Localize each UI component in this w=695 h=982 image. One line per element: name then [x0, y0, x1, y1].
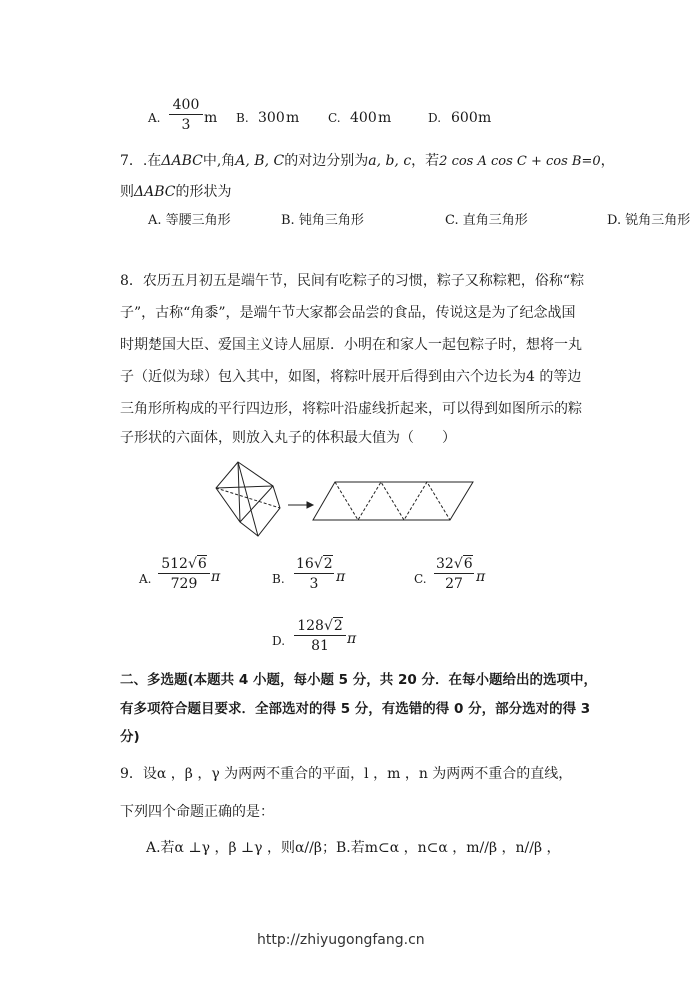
zongzi-figure — [210, 458, 475, 538]
q6-option-a-unit: m — [204, 110, 218, 126]
q7-text: 则 — [120, 184, 134, 200]
q6-option-b-unit: m — [286, 110, 300, 126]
hexahedron-figure — [216, 462, 280, 536]
q7-stem-line-2 — [120, 181, 231, 201]
q7-text: ，若 — [411, 153, 440, 169]
radicand: 6 — [463, 556, 473, 572]
q6-option-c-value: 400 — [350, 110, 377, 126]
pi-symbol: π — [336, 569, 346, 585]
q6-option-d-value: 600 — [451, 110, 478, 126]
q9-line-3: A.若α ⊥γ ，β ⊥γ ，则α//β；B.若m⊂α ，n⊂α ，m//β ，n//β ， — [146, 840, 561, 856]
coefficient: 32 — [436, 556, 454, 572]
q6-option-c-unit: m — [378, 110, 392, 126]
radicand: 2 — [323, 556, 333, 572]
pi-symbol: π — [347, 631, 357, 647]
q8-option-b-numerator: 16√2 — [296, 556, 333, 572]
coefficient: 16 — [296, 556, 314, 572]
q8-line-6: 子形状的六面体，则放入丸子的体积最大值为（ ） — [120, 430, 456, 446]
q9-line-1: 9．设α ，β ，γ 为两两不重合的平面，l ，m ，n 为两两不重合的直线， — [120, 766, 573, 782]
q8-option-c-numerator: 32√6 — [436, 556, 473, 572]
coefficient: 512 — [161, 556, 188, 572]
q6-option-c-label: C. — [328, 111, 341, 125]
q6-option-d-unit: m — [478, 110, 492, 126]
q7-prefix: 7．.在 — [120, 153, 162, 169]
q8-option-a-label: A. — [139, 572, 152, 586]
q7-text: 的形状为 — [175, 184, 232, 200]
q8-option-d-fraction — [294, 618, 346, 654]
q7-triangle: ΔABC — [134, 184, 176, 200]
arrow-icon — [288, 502, 313, 508]
q8-line-2: 子”，古称“角黍”，是端午节大家都会品尝的食品，传说这是为了纪念战国 — [120, 305, 576, 321]
section-2-line-3: 分) — [120, 729, 140, 745]
q7-option-d: D. 锐角三角形 — [607, 213, 691, 228]
q7-equation: 2 cos A cos C + cos B=0 — [439, 154, 601, 169]
q8-option-a-denominator: 729 — [170, 576, 198, 592]
q7-option-b: B. 钝角三角形 — [281, 213, 364, 228]
section-2-line-1: 二、多选题(本题共 4 小题，每小题 5 分，共 20 分．在每小题给出的选项中， — [120, 672, 597, 688]
q8-line-5: 三角形所构成的平行四边形，将粽叶沿虚线折起来，可以得到如图所示的粽 — [120, 401, 582, 417]
q6-option-a-denominator: 3 — [181, 117, 191, 133]
q8-option-c-denominator: 27 — [445, 576, 463, 592]
q8-line-1: 8．农历五月初五是端午节，民间有吃粽子的习惯，粽子又称粽粑，俗称“粽 — [120, 273, 585, 289]
radicand: 6 — [197, 556, 207, 572]
q7-triangle: ΔABC — [161, 153, 203, 169]
q8-option-d-label: D. — [272, 634, 286, 648]
q7-sides: a, b, c — [368, 153, 412, 169]
q7-option-a: A. 等腰三角形 — [148, 213, 231, 228]
q6-option-a-numerator: 400 — [172, 97, 200, 113]
q7-text: 中,角 — [202, 153, 236, 169]
q8-line-4: 子（近似为球）包入其中，如图，将粽叶展开后得到由六个边长为4 的等边 — [120, 369, 582, 385]
q8-line-3: 时期楚国大臣、爱国主义诗人屈原．小明在和家人一起包粽子时，想将一丸 — [120, 337, 582, 353]
q6-option-a-label: A. — [148, 111, 161, 125]
q7-text: 的对边分别为 — [284, 153, 369, 169]
q9-line-2: 下列四个命题正确的是： — [120, 804, 274, 820]
pi-symbol: π — [476, 569, 486, 585]
q6-option-b-value: 300 — [258, 110, 285, 126]
section-2-line-2: 有多项符合题目要求．全部选对的得 5 分，有选错的得 0 分，部分选对的得 3 — [120, 701, 591, 717]
q6-option-a-fraction — [169, 97, 203, 133]
coefficient: 128 — [297, 618, 324, 634]
footer-url[interactable]: http://zhiyugongfang.cn — [257, 932, 425, 948]
q7-stem-line-1 — [120, 150, 615, 170]
q7-option-c: C. 直角三角形 — [445, 213, 528, 228]
q7-angles: A, B, C — [235, 153, 285, 169]
q6-option-d-label: D. — [428, 111, 442, 125]
q8-option-d-denominator: 81 — [311, 638, 329, 654]
q8-option-a-numerator: 512√6 — [161, 556, 207, 572]
q8-option-b-fraction — [294, 556, 334, 592]
q8-option-c-fraction — [434, 556, 474, 592]
q8-option-d-numerator: 128√2 — [297, 618, 343, 634]
radicand: 2 — [333, 618, 343, 634]
q6-option-b-label: B. — [236, 111, 249, 125]
unfolded-parallelogram — [313, 482, 473, 520]
q7-text: ， — [600, 153, 615, 169]
q8-option-a-fraction — [158, 556, 210, 592]
q8-option-b-denominator: 3 — [309, 576, 319, 592]
q8-option-c-label: C. — [414, 572, 427, 586]
q8-option-b-label: B. — [272, 572, 285, 586]
pi-symbol: π — [211, 569, 221, 585]
